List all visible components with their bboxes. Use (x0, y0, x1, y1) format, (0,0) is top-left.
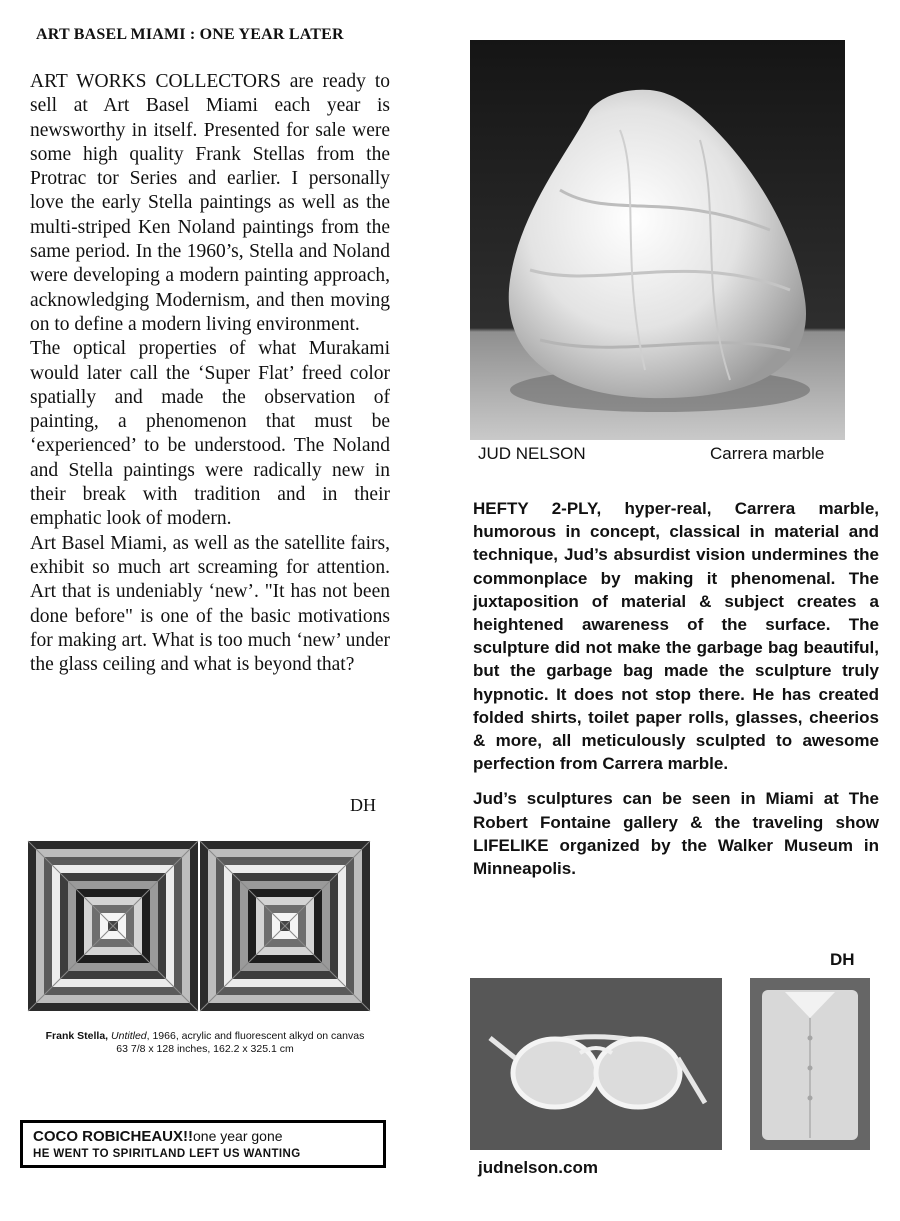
right-paragraph-1: HEFTY 2-PLY, hyper-real, Carrera marble, humorous in concept, classical in material and technique, Jud’s absurdist vision undermines the commonplace by making it phenomenal. The juxtaposition of material & subject creates a heightened awareness of the surface. The sculpture did not make the garbage bag beautiful, but the garbage bag made the sculpture truly hypnotic. It does not stop there. He has created folded shirts, toilet paper rolls, glasses, cheerios & more, all meticulously sculpted to awesome perfection from Carrera marble. (473, 499, 879, 774)
stella-caption-artist: Frank Stella, (45, 1030, 109, 1042)
sunglasses-sculpture-photo (470, 978, 722, 1150)
right-article-body (473, 497, 879, 880)
memorial-name: COCO ROBICHEAUX!! (33, 1128, 193, 1145)
memorial-box (20, 1120, 386, 1168)
website-link[interactable]: judnelson.com (478, 1158, 598, 1177)
left-paragraph-3: Art Basel Miami, as well as the satellite fairs, exhibit so much art screaming for attention. Art that is undeniably ‘new’. "It has not been done before" is one of the basic motivations for making art. What is too much ‘new’ under the glass ceiling and what is beyond that? (30, 532, 390, 676)
stella-caption-dimensions: 63 7/8 x 128 inches, 162.2 x 325.1 cm (116, 1043, 294, 1055)
left-article-body (30, 70, 390, 677)
stella-caption-details: , 1966, acrylic and fluorescent alkyd on canvas (146, 1030, 365, 1042)
left-signature: DH (350, 795, 376, 815)
page-headline: ART BASEL MIAMI : ONE YEAR LATER (36, 26, 344, 43)
stella-caption (40, 1030, 370, 1056)
stella-right-panel (200, 841, 370, 1011)
folded-shirt-sculpture-photo (750, 978, 870, 1150)
right-signature: DH (830, 950, 855, 969)
right-paragraph-2: Jud’s sculptures can be seen in Miami at The Robert Fontaine gallery & the traveling show LIFELIKE organized by the Walker Museum in Minneapolis. (473, 789, 879, 879)
garbage-bag-sculpture-photo (470, 40, 845, 440)
memorial-line-2: HE WENT TO SPIRITLAND LEFT US WANTING (33, 1148, 301, 1160)
stella-painting-image (26, 828, 372, 1024)
memorial-note: one year gone (193, 1128, 283, 1144)
bag-caption-material: Carrera marble (710, 444, 825, 463)
left-paragraph-2: The optical properties of what Murakami would later call the ‘Super Flat’ freed color spatially and made the observation of painting, a phenomenon that must be ‘experienced’ to be understood. The Noland and Stella paintings were radically new in their break with tradition and in their emphatic look of modern. (30, 338, 390, 530)
stella-caption-title: Untitled (111, 1030, 147, 1042)
stella-left-panel (28, 841, 198, 1011)
left-paragraph-1: ART WORKS COLLECTORS are ready to sell at Art Basel Miami each year is newsworthy in itself. Presented for sale were some high quality Frank Stellas from the Protrac tor Series and earlier. I personally love the early Stella paintings as well as the multi-striped Ken Noland paintings from the same period. In the 1960’s, Stella and Noland were developing a modern painting approach, acknowledging Modernism, and then moving on to define a modern living environment. (30, 71, 390, 335)
bag-caption-artist: JUD NELSON (478, 444, 586, 463)
